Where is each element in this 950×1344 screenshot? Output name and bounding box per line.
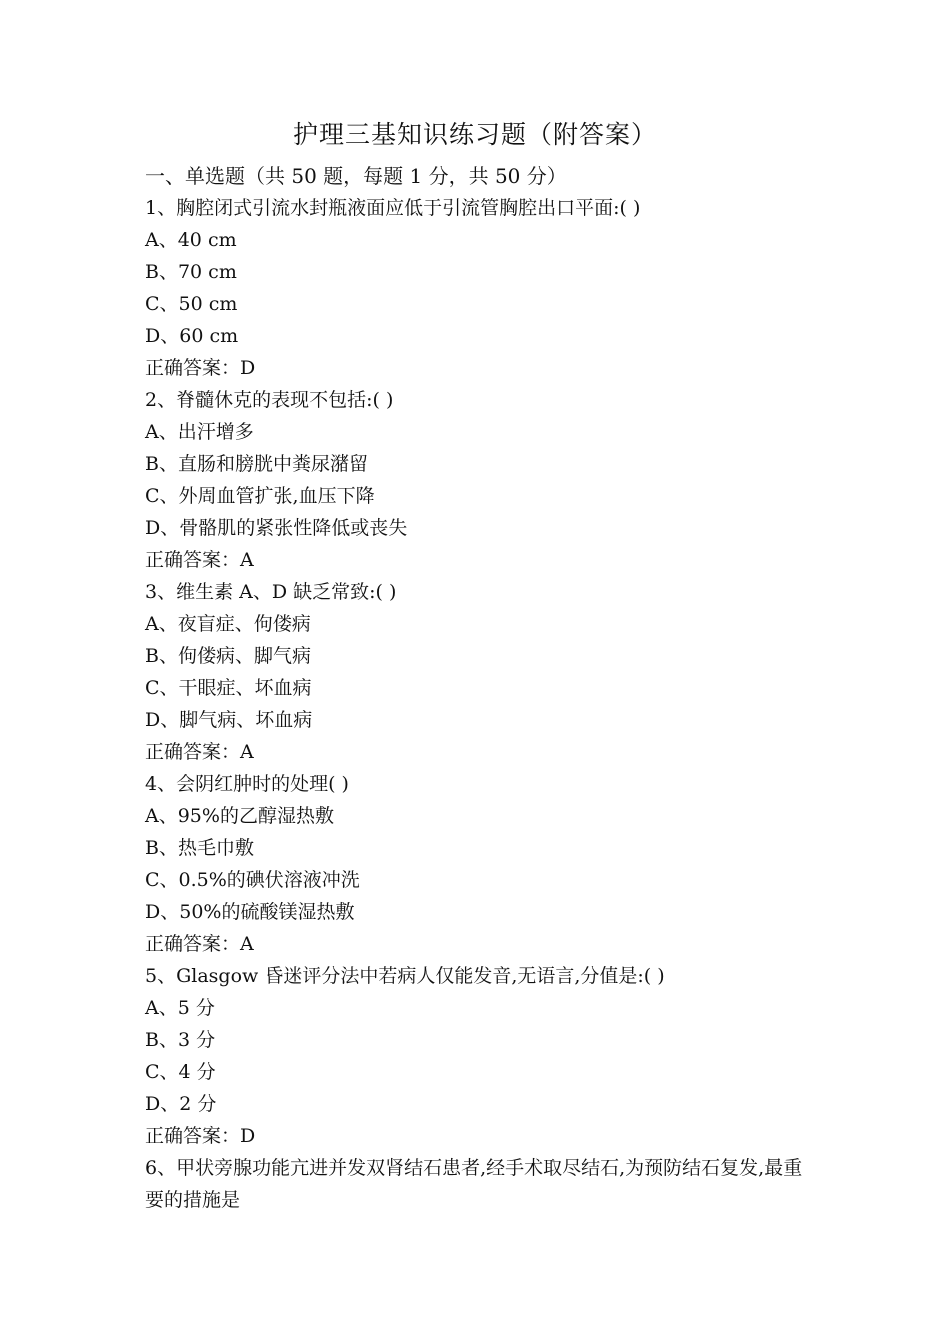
question-5 [145, 960, 815, 1152]
correct-answer: 正确答案：A [145, 933, 254, 955]
question-stem: 6、甲状旁腺功能亢进并发双肾结石患者,经手术取尽结石,为预防结石复发,最重要的措施是 [145, 1157, 803, 1211]
question-stem: 4、会阴红肿时的处理( ) [145, 773, 349, 795]
question-6 [145, 1152, 815, 1216]
question-stem: 1、胸腔闭式引流水封瓶液面应低于引流管胸腔出口平面:( ) [145, 197, 641, 219]
option-b: B、热毛巾敷 [145, 837, 254, 859]
correct-answer: 正确答案：D [145, 1125, 256, 1147]
option-d: D、50%的硫酸镁湿热敷 [145, 901, 355, 923]
option-d: D、脚气病、坏血病 [145, 709, 313, 731]
question-stem: 3、维生素 A、D 缺乏常致:( ) [145, 581, 397, 603]
option-b: B、3 分 [145, 1029, 216, 1051]
question-1 [145, 192, 815, 384]
option-a: A、出汗增多 [145, 421, 254, 443]
option-d: D、60 cm [145, 325, 239, 347]
option-b: B、直肠和膀胱中粪尿潴留 [145, 453, 368, 475]
question-4 [145, 768, 815, 960]
option-c: C、0.5%的碘伏溶液冲洗 [145, 869, 360, 891]
section-heading: 一、单选题（共 50 题，每题 1 分，共 50 分） [145, 164, 567, 188]
question-2 [145, 384, 815, 576]
option-b: B、佝偻病、脚气病 [145, 645, 311, 667]
correct-answer: 正确答案：D [145, 357, 256, 379]
option-c: C、干眼症、坏血病 [145, 677, 312, 699]
correct-answer: 正确答案：A [145, 549, 254, 571]
option-d: D、2 分 [145, 1093, 217, 1115]
question-stem: 5、Glasgow 昏迷评分法中若病人仅能发音,无语言,分值是:( ) [145, 965, 665, 987]
option-a: A、40 cm [145, 229, 237, 251]
option-d: D、骨骼肌的紧张性降低或丧失 [145, 517, 408, 539]
document-title: 护理三基知识练习题（附答案） [292, 120, 657, 149]
option-c: C、外周血管扩张,血压下降 [145, 485, 375, 507]
question-stem: 2、脊髓休克的表现不包括:( ) [145, 389, 394, 411]
correct-answer: 正确答案：A [145, 741, 254, 763]
option-a: A、5 分 [145, 997, 215, 1019]
option-a: A、夜盲症、佝偻病 [145, 613, 311, 635]
option-c: C、50 cm [145, 293, 238, 315]
document-body [145, 160, 815, 1216]
option-a: A、95%的乙醇湿热敷 [145, 805, 334, 827]
option-b: B、70 cm [145, 261, 237, 283]
option-c: C、4 分 [145, 1061, 216, 1083]
question-3 [145, 576, 815, 768]
